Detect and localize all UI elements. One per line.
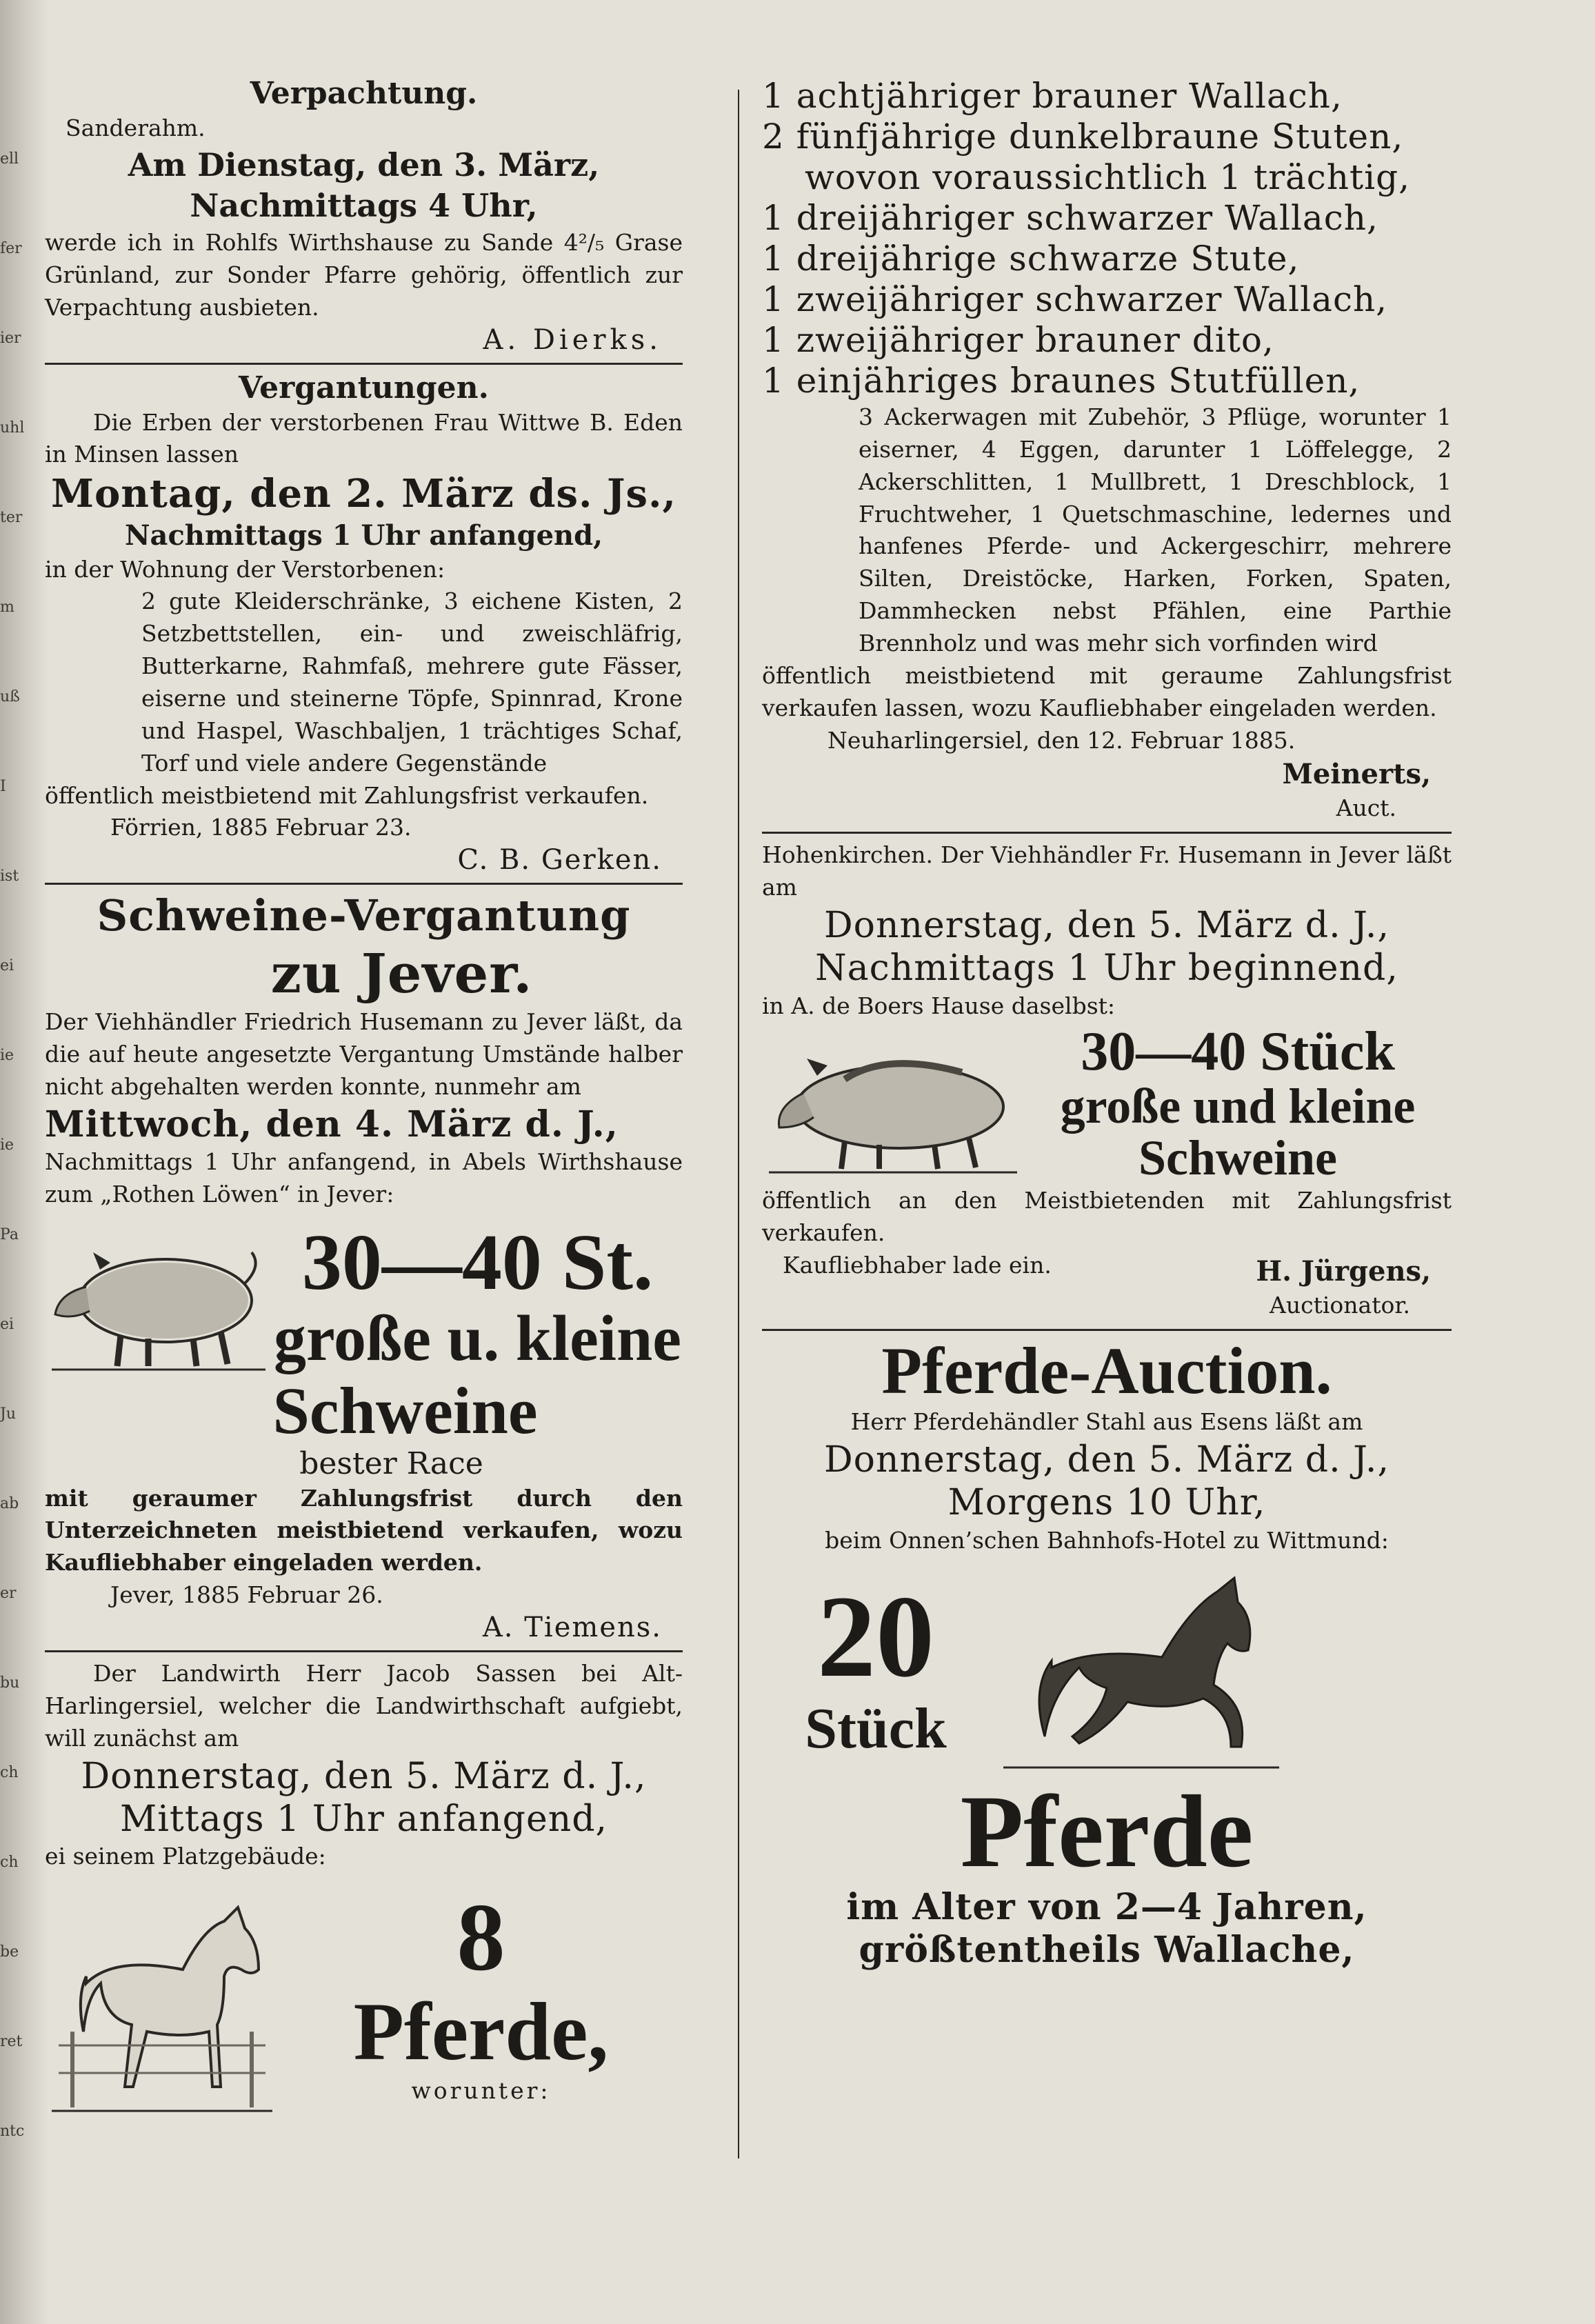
verpachtung-body: werde ich in Rohlfs Wirthshause zu Sande 4²/₅ Grase Grünland, zur Sonder Pfarre gehörig, öffentlich zur Verpachtung ausbieten. bbox=[45, 229, 683, 321]
schweine-place-date: Jever, 1885 Februar 26. bbox=[110, 1581, 383, 1609]
margin-fragment: ab bbox=[0, 1495, 19, 1512]
margin-fragment: er bbox=[0, 1585, 17, 1602]
vergantungen-items: 2 gute Kleiderschränke, 3 eichene Kisten, 2 Setzbettstellen, ein- und zweischläfrig, Butterkarne, Rahmfaß, mehrere gute Fässer, eiserne und steinerne Töpfe, Spinnrad, Krone und Haspel, Waschbaljen, 1 trächtiges Schaf, Torf und viele andere Gegenstände bbox=[141, 588, 683, 777]
hohenkirchen-date: Donnerstag, den 5. März d. J., bbox=[823, 905, 1390, 947]
verpachtung-date: Am Dienstag, den 3. März, bbox=[128, 146, 600, 183]
schweine-line3: Schweine bbox=[272, 1373, 538, 1448]
separator bbox=[45, 1650, 683, 1652]
separator bbox=[45, 883, 683, 885]
left-column bbox=[45, 76, 683, 2121]
landwirth-intro: Der Landwirth Herr Jacob Sassen bei Alt-Harlingersiel, welcher die Landwirthschaft aufgiebt, will zunächst am bbox=[45, 1659, 683, 1752]
hohenkirchen-count: 30—40 Stück bbox=[1081, 1021, 1395, 1082]
column-divider bbox=[738, 90, 739, 2158]
margin-fragment: ch bbox=[0, 1764, 19, 1781]
margin-fragment: uhl bbox=[0, 419, 25, 437]
hohenkirchen-location: in A. de Boers Hause daselbst: bbox=[762, 992, 1116, 1019]
margin-fragment: fer bbox=[0, 240, 22, 257]
horse-item: 1 dreijährige schwarze Stute, bbox=[762, 239, 1300, 279]
margin-fragment: ret bbox=[0, 2033, 23, 2050]
margin-fragment: m bbox=[0, 599, 14, 616]
schweine-time-location: Nachmittags 1 Uhr anfangend, in Abels Wirthshause zum „Rothen Löwen“ in Jever: bbox=[45, 1148, 683, 1208]
verpachtung-signature: A. Dierks. bbox=[483, 323, 662, 356]
margin-fragment: ie bbox=[0, 1047, 14, 1064]
margin-fragment: ei bbox=[0, 1316, 14, 1333]
margin-fragment: Ju bbox=[0, 1405, 16, 1423]
horse-item: 1 zweijähriger schwarzer Wallach, bbox=[762, 279, 1388, 319]
schweine-line2: große u. kleine bbox=[273, 1303, 682, 1375]
margin-fragment: ter bbox=[0, 509, 23, 526]
equipment-signature: Meinerts, bbox=[1282, 758, 1431, 791]
hohenkirchen-intro: Hohenkirchen. Der Viehhändler Fr. Husemann in Jever läßt am bbox=[762, 841, 1452, 901]
auction-note: größtentheils Wallache, bbox=[859, 1929, 1355, 1972]
margin-fragment: ie bbox=[0, 1136, 14, 1154]
pig-illustration bbox=[45, 1218, 272, 1376]
landwirth-count: 8 bbox=[457, 1884, 505, 1992]
horse-item: 1 dreijähriger schwarzer Wallach, bbox=[762, 198, 1378, 238]
auction-date: Donnerstag, den 5. März d. J., bbox=[823, 1439, 1390, 1481]
horse-item: 1 achtjähriger brauner Wallach, bbox=[762, 76, 1343, 116]
schweine-body: Der Viehhändler Friedrich Husemann zu Jever läßt, da die auf heute angesetzte Vergantung Umstände halber nicht abgehalten werden konnte, nunmehr am bbox=[45, 1008, 683, 1100]
vergantungen-intro: Die Erben der verstorbenen Frau Wittwe B. Eden in Minsen lassen bbox=[45, 408, 683, 468]
margin-fragment: ell bbox=[0, 150, 19, 168]
horse-item: 2 fünfjährige dunkelbraune Stuten, bbox=[762, 117, 1404, 157]
vergantungen-title: Vergantungen. bbox=[239, 370, 489, 405]
vergantungen-signature: C. B. Gerken. bbox=[457, 844, 662, 876]
hohenkirchen-closing: öffentlich an den Meistbietenden mit Zahlungsfrist verkaufen. bbox=[762, 1186, 1452, 1246]
right-column bbox=[762, 76, 1452, 1972]
horse-illustration bbox=[45, 1873, 279, 2121]
margin-fragment: Pa bbox=[0, 1226, 19, 1243]
margin-fragment: ist bbox=[0, 868, 19, 885]
schweine-title: Schweine-Vergantung bbox=[97, 890, 631, 941]
auction-count: 20 bbox=[817, 1572, 934, 1702]
landwirth-ad bbox=[45, 1658, 683, 2121]
auction-stueck: Stück bbox=[805, 1696, 947, 1761]
margin-fragment: be bbox=[0, 1943, 19, 1961]
horse-item: 1 zweijähriger brauner dito, bbox=[762, 320, 1274, 360]
margin-fragment: ch bbox=[0, 1854, 19, 1871]
schweine-line4: bester Race bbox=[299, 1445, 483, 1481]
schweine-count: 30—40 St. bbox=[301, 1218, 654, 1307]
landwirth-offer bbox=[279, 1884, 683, 2107]
horse-list bbox=[762, 76, 1452, 825]
auction-count-block bbox=[762, 1572, 990, 1761]
schweine-offer bbox=[272, 1218, 683, 1375]
equipment-place-date: Neuharlingersiel, den 12. Februar 1885. bbox=[827, 726, 1296, 754]
margin-fragment: I bbox=[0, 778, 6, 795]
auction-title: Pferde-Auction. bbox=[881, 1334, 1332, 1408]
hohenkirchen-offer bbox=[1024, 1023, 1452, 1185]
schweine-signature: A. Tiemens. bbox=[482, 1611, 662, 1643]
schweine-closing: mit geraumer Zahlungsfrist durch den Unterzeichneten meistbietend verkaufen, wozu Kaufliebhaber eingeladen werden. bbox=[45, 1484, 683, 1576]
galloping-horse-illustration bbox=[990, 1557, 1293, 1778]
equipment-closing: öffentlich meistbietend mit geraume Zahlungsfrist verkaufen lassen, wozu Kaufliebhaber eingeladen werden. bbox=[762, 661, 1452, 721]
auction-intro: Herr Pferdehändler Stahl aus Esens läßt am bbox=[850, 1408, 1363, 1436]
auction-age: im Alter von 2—4 Jahren, bbox=[846, 1886, 1367, 1929]
landwirth-date: Donnerstag, den 5. März d. J., bbox=[81, 1755, 647, 1797]
schweine-ad bbox=[45, 890, 683, 1643]
margin-fragment: bu bbox=[0, 1674, 20, 1692]
horse-item: wovon voraussichtlich 1 trächtig, bbox=[805, 157, 1410, 197]
binding-edge bbox=[0, 0, 48, 2324]
auction-time: Morgens 10 Uhr, bbox=[947, 1482, 1266, 1524]
landwirth-worunter: worunter: bbox=[411, 2077, 551, 2105]
auction-location: beim Onnen’schen Bahnhofs-Hotel zu Wittmund: bbox=[825, 1526, 1389, 1554]
vergantungen-location: in der Wohnung der Verstorbenen: bbox=[45, 555, 445, 583]
schweine-subtitle: zu Jever. bbox=[270, 942, 533, 1005]
vergantungen-place-date: Förrien, 1885 Februar 23. bbox=[110, 814, 412, 841]
verpachtung-title: Verpachtung. bbox=[250, 76, 478, 111]
margin-fragment: ntc bbox=[0, 2123, 25, 2140]
hohenkirchen-ad bbox=[762, 839, 1452, 1322]
vergantungen-time: Nachmittags 1 Uhr anfangend, bbox=[124, 519, 603, 552]
vergantungen-closing: öffentlich meistbietend mit Zahlungsfrist verkaufen. bbox=[45, 781, 649, 809]
hohenkirchen-time: Nachmittags 1 Uhr beginnend, bbox=[815, 948, 1398, 990]
vergantungen-date: Montag, den 2. März ds. Js., bbox=[50, 471, 677, 517]
auction-word: Pferde bbox=[960, 1774, 1254, 1889]
vergantungen-ad bbox=[45, 370, 683, 876]
pigs-illustration bbox=[762, 1031, 1024, 1176]
hohenkirchen-line3: Schweine bbox=[1138, 1130, 1337, 1186]
hohenkirchen-invite: Kaufliebhaber lade ein. bbox=[783, 1251, 1052, 1279]
verpachtung-time: Nachmittags 4 Uhr, bbox=[190, 187, 538, 225]
margin-fragment: uß bbox=[0, 688, 20, 705]
margin-fragment: ier bbox=[0, 330, 21, 347]
equipment-list: 3 Ackerwagen mit Zubehör, 3 Pflüge, worunter 1 eiserner, 4 Eggen, darunter 1 Löffelegge, 2 Ackerschlitten, 1 Mullbrett, 1 Dreschblock, 1 Fruchtweher, 1 Quetschmaschine, ledernes und hanfenes Pferde- und Ackergeschirr, mehrere Silten, Dreistöcke, Harken, Forken, Spaten, Dammhecken nebst Pfählen, eine Parthie Brennholz und was mehr sich vorfinden wird bbox=[859, 403, 1452, 657]
hohenkirchen-signature-title: Auctionator. bbox=[1270, 1292, 1410, 1319]
landwirth-location: ei seinem Platzgebäude: bbox=[45, 1843, 326, 1870]
horse-items bbox=[762, 76, 1452, 401]
landwirth-time: Mittags 1 Uhr anfangend, bbox=[119, 1798, 608, 1840]
equipment-signature-title: Auct. bbox=[1336, 794, 1396, 822]
hohenkirchen-line2: große und kleine bbox=[1060, 1078, 1416, 1134]
pferde-auction-ad bbox=[762, 1336, 1452, 1972]
separator bbox=[762, 1329, 1452, 1331]
verpachtung-ad bbox=[45, 76, 683, 356]
horse-item: 1 einjähriges braunes Stutfüllen, bbox=[762, 361, 1361, 401]
hohenkirchen-signature: H. Jürgens, bbox=[1256, 1255, 1431, 1288]
landwirth-word: Pferde, bbox=[353, 1985, 609, 2078]
separator bbox=[45, 363, 683, 365]
schweine-date: Mittwoch, den 4. März d. J., bbox=[45, 1103, 619, 1145]
separator bbox=[762, 832, 1452, 834]
margin-fragment: ei bbox=[0, 957, 14, 974]
verpachtung-place: Sanderahm. bbox=[66, 114, 205, 141]
